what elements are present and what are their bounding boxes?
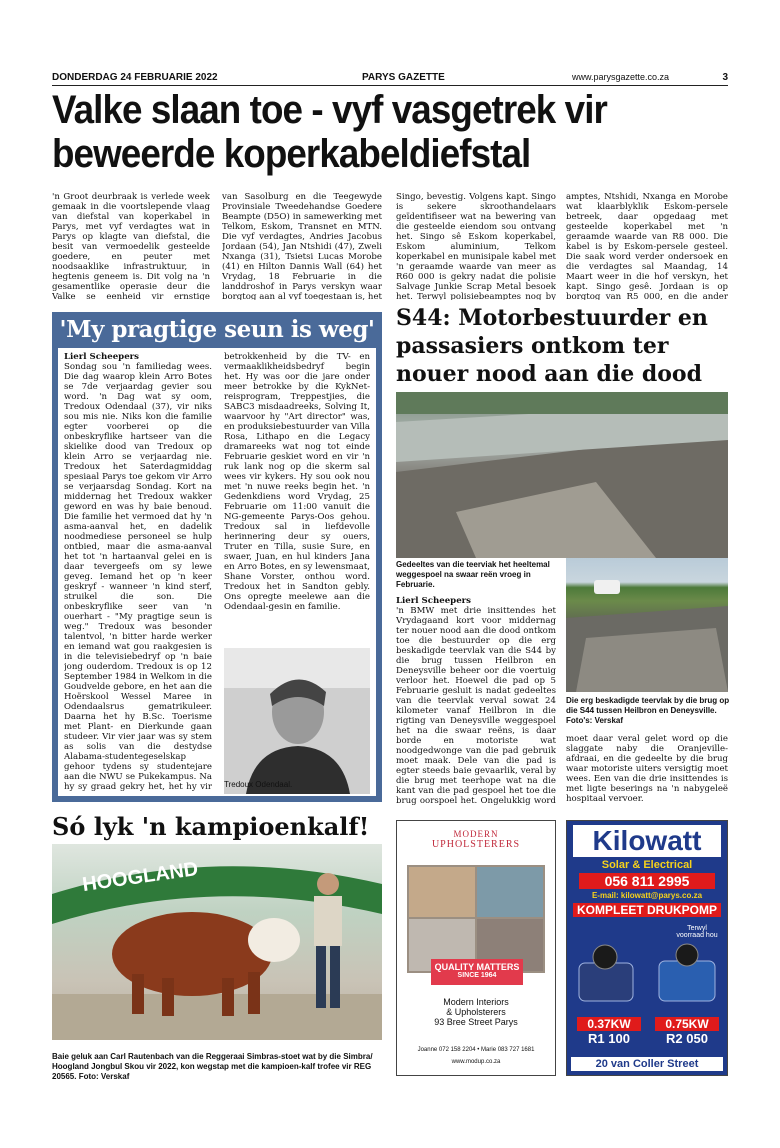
tribute-title: 'My pragtige seun is weg' [59, 316, 375, 343]
kilowatt-phone[interactable]: 056 811 2995 [579, 873, 715, 889]
modern-name-line-1: Modern Interiors [443, 997, 509, 1007]
pump-1-price-block [577, 1017, 641, 1046]
pump-1-price: R1 100 [588, 1031, 630, 1046]
road-damage-icon [396, 392, 728, 558]
kampioen-headline: Só lyk 'n kampioenkalf! [52, 812, 370, 841]
bridge-photo-caption: Die erg beskadigde teervlak by die brug op die S44 tussen Heilbron en Deneysville. Foto's: Verskaf [566, 696, 730, 725]
modern-upholsterers-ad[interactable] [396, 820, 556, 1076]
badge-line-1: QUALITY MATTERS [434, 962, 520, 972]
bull-photo-caption: Baie geluk aan Carl Rautenbach van die Reggeraai Simbras-stoet wat by die Simbra/ Hoogland Jongbul Skou vir 2022, kon wegstap met die kampioen-kalf trofee vir REG 20565. Foto: Verskaf [52, 1052, 373, 1081]
stock-note: Terwyl voorraad hou [676, 925, 718, 939]
site-url[interactable]: www.parysgazette.co.za [572, 72, 670, 82]
portrait-caption: Tredoux Odendaal. [224, 780, 293, 789]
bridge-photo [566, 558, 728, 692]
washed-road-photo [396, 392, 728, 558]
road-photo-caption: Gedeeltes van die teerviak het heeltemal weggespoel na swaar reën vroeg in Februarie. [396, 560, 550, 589]
pump-images-icon [575, 943, 721, 1013]
kilowatt-address: 20 van Coller Street [571, 1057, 723, 1071]
lead-col-3: Singo, bevestig. Volgens kapt. Singo is sekere skroothandelaars geïdentifiseer wat na bewering van die gesteelde eiendom sou ontvang het. Singo sê Eskom koperkabel, Eskom aluminium, Telkom koperkabel en munisipale kabel met 'n geraamde waarde van meer as R60 000 is gekry nadat die polisie Salvage Junkie Scrap Metal besoek het. Terwyl polisiebeamptes nog by [396, 192, 556, 300]
tribute-box [52, 312, 382, 802]
headline-line-2: beweerde koperkabeldiefstal [52, 132, 531, 176]
s44-col-1-text: 'n BMW met drie insittendes het Vrydagaand kort voor middernag ter nouer nood aan die dood ontkom toe die bestuurder op die erg beskadigde teervlak van die S44 by die brug tussen Heilbron en Deneysville beheer oor die voertuig verloor het. Hoewel die pad op 5 Februarie gesluit is nadat gedeeltes van die teervlak verval sowat 24 kilometer vanaf Heilbron in die rigting van Deneysville weggespoel het na die swaar reëns, is daar borde en motoriste wat noodgedwonge van die pad gebruik moet maak. Dele van die pad is egter steeds baie gevaarlik, veral by die brug met teerhope wat na die kant van die pad gespoel het toe die brug oorspoel het. Ongelukkig word [396, 606, 556, 806]
kilowatt-ad[interactable] [566, 820, 728, 1076]
pump-2-price: R2 050 [666, 1031, 708, 1046]
lead-headline [52, 88, 678, 176]
page-header [52, 72, 728, 86]
badge-line-2: SINCE 1964 [457, 972, 497, 979]
hoogland-banner: HOOGLAND [80, 857, 200, 897]
headline-line-1: Valke slaan toe - vyf vasgetrek vir [52, 88, 607, 132]
pump-2-kw: 0.75KW [655, 1017, 719, 1031]
tredoux-portrait [224, 648, 370, 794]
tribute-col-1-text: Sondag sou 'n familiedag wees. Die dag waarop klein Arro Botes se 7de verjaardag gevier sou word. 'n Dag wat sy oom, Tredoux Odendaal (37), vir niks sou mis nie. Niks kon die familie egter voorberei op die onbeskryflike hartseer van die skielike dood van Tredoux op klein Arro se verjaardag nie. Tredoux het Saterdagmiddag spesiaal Parys toe gekom vir Arro se verjaarsdag Sondag. Kort na middernag het Tredoux wakker geword en was hy baie benoud. Die familie het vermoed dat hy 'n asma-aanval het, en dadelik noodmediese personeel se hulp ontbied, maar die asma-aanval het tot 'n hartaanval gelei en is daar tevergeefs om sy lewe geveg. Iemand het op 'n keer geskryf - wanneer 'n kind sterf, struikel die son. Die onbeskryflike seer van 'n ouerhart - "My pragtige seun is weg." Tredoux was besonder talentvol, 'n bitter harde werker en iemand wat gou raakgesien is in die televisiebedryf op 'n baie jong ouderdom. Tredoux is op 12 September 1984 in Welkom in die Goudvelde gebore, en het aan die Hoërskool Wessel Maree in Odendaalsrus gematrikuleer. Daarna het hy B.Sc. Toerisme met Plant- en Dierkunde gaan studeer. Vir vier jaar was sy stem as solis van die destydse Alabama-studentegeselskap gehoor tydens sy studentejare aan die NWU se Pukekampus. Na hy sy graad gekry het, het hy vir [64, 362, 212, 792]
lead-col-4: amptes, Ntshidi, Nxanga en Morobe wat klaarblyklik Eskom-persele betreek, daar opgedaag met gesteelde koperkabel met 'n geraamde waarde van R8 000. Die kabel is by Eskom-persele gesteel. Die saak word verder ondersoek en die verdagtes sal Maandag, 14 Maart weer in die hof verskyn, het kapt. Singo gesê. Jordaan is op borgtog van R5 000, en die ander [566, 192, 728, 300]
modern-address: 93 Bree Street Parys [434, 1017, 518, 1027]
page-number: 3 [722, 72, 728, 83]
car-on-road-icon [566, 558, 728, 692]
s44-headline: S44: Motorbestuurder en passasiers ontkom ter nouer nood aan die dood [396, 305, 708, 387]
tribute-byline: Lierl Scheepers [64, 352, 140, 362]
kilowatt-sub: Solar & Electrical [601, 859, 693, 871]
paper-name: PARYS GAZETTE [362, 72, 445, 83]
pump-1-kw: 0.37KW [577, 1017, 641, 1031]
s44-col-2: moet daar veral gelet word op die slaggate naby die Oranjeville-afdraai, en die gedeelte by die brug waar motoriste uiters versigtig moet wees. Een van die drie insittendes is met ligte beserings na 'n nabygeleë hospitaal vervoer. [566, 734, 728, 804]
portrait-figure-icon [224, 648, 370, 794]
modern-brand-line-1: MODERN [453, 829, 499, 839]
tribute-col-1 [64, 352, 212, 792]
modern-name-line-2: & Upholsterers [446, 1007, 506, 1017]
pump-2-price-block [655, 1017, 719, 1046]
furniture-collage-icon [407, 865, 545, 973]
s44-col-1 [396, 596, 556, 806]
kilowatt-brand: Kilowatt [573, 825, 721, 857]
tribute-body [58, 348, 376, 796]
issue-date: DONDERDAG 24 FEBRUARIE 2022 [52, 72, 218, 83]
lead-col-2: van Sasolburg en die Teegewyde Provinsiale Tweedehandse Goedere Beampte (D5O) in samewerking met Telkom, Eskom, Transnet en MTN. Die vyf verdagtes, Andries Jacobus Jordaan (54), Jan Ntshidi (47), Zweli Nxanga (31), Tsietsi Lucas Morobe (41) en Hilton Dannis Wall (64) het Vrydag, 18 Februarie in die landdroshof in Parys verskyn waar borgtog aan al vyf toegestaan is, het [222, 192, 382, 300]
modern-contacts: Joanne 072 158 2204 • Marie 083 727 1681 [417, 1047, 535, 1053]
modern-web[interactable]: www.modup.co.za [451, 1059, 501, 1065]
tribute-col-2: betrokkenheid by die TV- en vermaaklikheidsbedryf begin het. Hy was oor die jare onder meer betrokke by die KykNet-reisprogram, Treppestjies, die SABC3 misdaadreeks, Solving It, waarvoor hy "Art director" was, en produksiebestuurder van Villa Rosa, Lithapo en die Legacy dramareeks wat nog tot einde Februarie geskiet word en vir 'n ruk lank nog op die skerm sal wees vir kykers. Hy sou ook nou met 'n nuwe reeks begin het. 'n Gedenkdiens word Vrydag, 25 Februarie om 11:00 vanuit die NG-gemeente Parys-Oos gehou. Tredoux sal in liefdevolle herinnering deur sy ouers, Truter en Tilla, susie Sure, en swaer, Juan, en hul kinders Jana en Arro Botes, en sy lewensmaat, Shane Vorster, onthou word. Tredoux het in Sandton gebly. Ons opregte meelewe aan die Odendaal-gesin en familie. [224, 352, 370, 612]
modern-brand-line-2: UPHOLSTERERS [431, 839, 521, 850]
lead-col-1: 'n Groot deurbraak is verlede week gemaak in die voortslepende vlaag van diefstal van koperkabel in Parys, met vyf verdagtes wat in Parys op klagte van diefstal, die besit van vermoedelik gesteelde goedere, en peuter met noodsaaklike infrastruktuur, in hegtenis geneem is. Dit volg na 'n gesamentlike operasie deur die Valke se eenheid vir ernstige [52, 192, 210, 300]
bull-photo [52, 844, 382, 1040]
s44-byline: Lierl Scheepers [396, 596, 472, 606]
kilowatt-email[interactable]: E-mail: kilowatt@parys.co.za [591, 891, 703, 900]
upholstery-photo-collage [407, 865, 545, 973]
modern-address-block [397, 997, 555, 1027]
kilowatt-promo: KOMPLEET DRUKPOMP [573, 903, 721, 917]
quality-badge [431, 959, 523, 985]
